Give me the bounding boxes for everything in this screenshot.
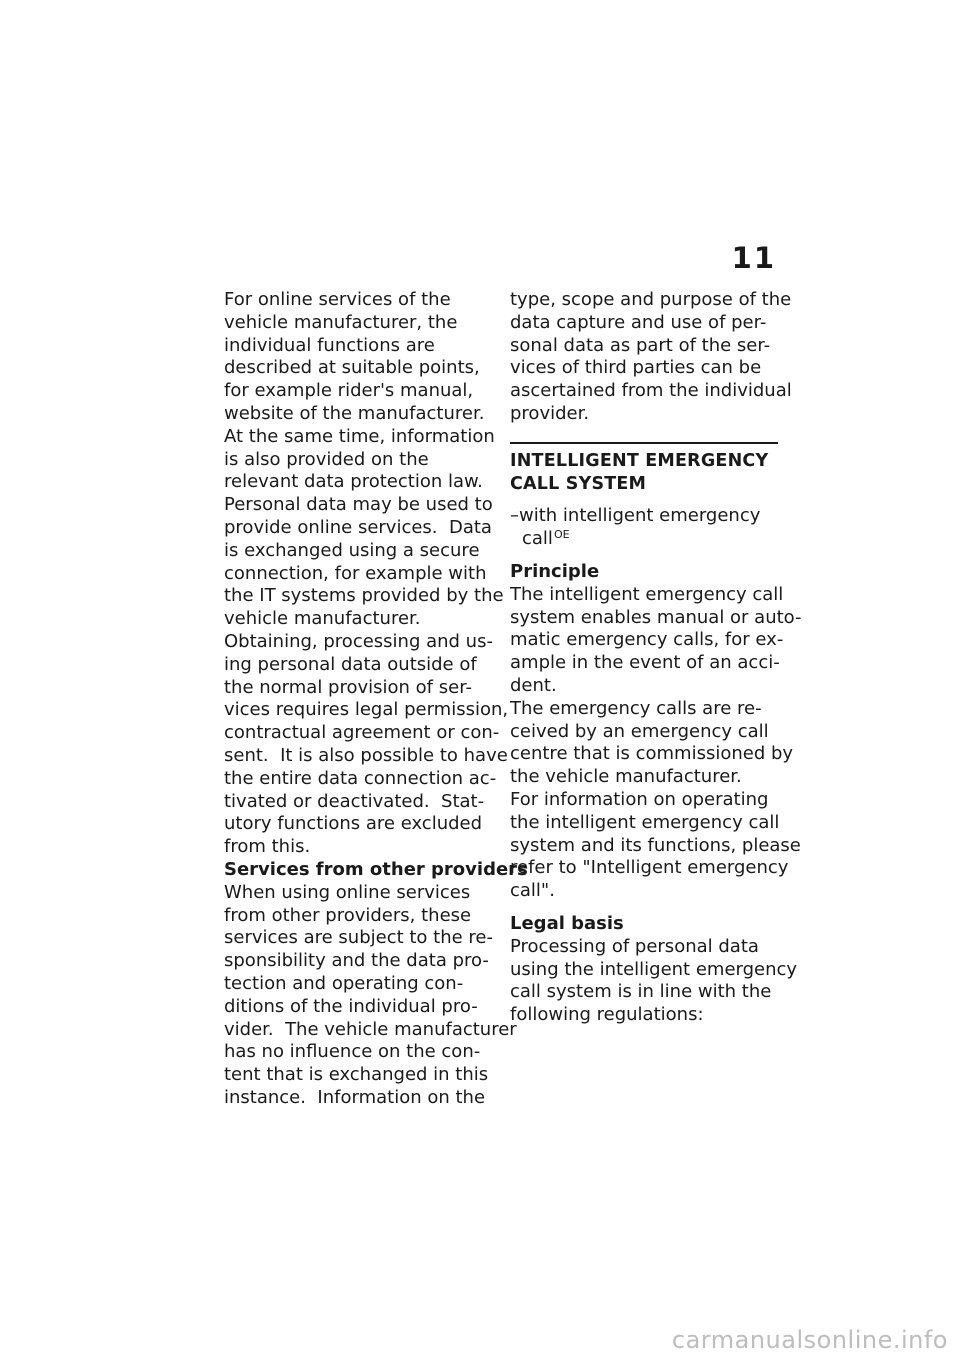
text-line: tivated or deactivated. Stat- [224,790,485,812]
text-line: services are subject to the re- [224,927,493,949]
text-line: the intelligent emergency call [510,811,780,833]
text-line: ditions of the individual pro- [224,995,478,1017]
principle-paragraph [510,583,802,903]
left-column [224,289,528,1110]
text-line: website of the manufacturer. [224,402,485,424]
right-column [510,289,802,1027]
text-line: centre that is commissioned by [510,743,794,765]
legal-basis-subheading: Legal basis [510,912,624,934]
text-line: call system is in line with the [510,981,772,1003]
text-line: vider. The vehicle manufacturer [224,1018,517,1040]
text-line: the entire data connection ac- [224,767,497,789]
text-line: matic emergency calls, for ex- [510,629,784,651]
text-line: individual functions are [224,334,435,356]
text-line: sonal data as part of the ser- [510,334,771,356]
text-line: When using online services [224,881,471,903]
text-line: relevant data protection law. [224,471,483,493]
equipment-note [510,505,782,551]
principle-subheading: Principle [510,560,600,582]
text-line: At the same time, information [224,425,495,447]
text-line: ing personal data outside of [224,653,477,675]
text-line: vices requires legal permission, [224,699,509,721]
text-line: sent. It is also possible to have [224,744,508,766]
text-line: system and its functions, please [510,834,801,856]
text-line: described at suitable points, [224,357,480,379]
watermark: carmanualsonline.info [671,1326,948,1354]
text-line: sponsibility and the data pro- [224,950,489,972]
text-line: has no influence on the con- [224,1041,481,1063]
text-line: from other providers, these [224,904,472,926]
page-number: 11 [731,241,776,275]
text-line: connection, for example with [224,562,487,584]
heading-line: CALL SYSTEM [510,473,647,494]
legal-basis-paragraph [510,935,798,1027]
text-line: The intelligent emergency call [510,583,784,605]
option-code: OE [553,528,570,542]
text-line: For information on operating [510,788,769,810]
emergency-call-heading [510,450,782,496]
text-line: call". [510,880,555,902]
text-line: type, scope and purpose of the [510,289,792,310]
text-line: tection and operating con- [224,972,464,994]
text-line: dent. [510,674,557,696]
text-line: is exchanged using a secure [224,539,480,561]
text-line: refer to "Intelligent emergency [510,857,789,879]
heading-line: INTELLIGENT EMERGENCY [510,450,769,471]
other-providers-paragraph [224,881,517,1110]
third-party-paragraph [510,289,792,426]
text-line: provide online services. Data [224,516,492,538]
text-line: For online services of the [224,289,451,310]
equipment-text: call [522,528,553,550]
text-line: tent that is exchanged in this [224,1064,489,1086]
text-line: vehicle manufacturer. [224,608,421,630]
text-line: from this. [224,836,311,858]
equipment-line: –with intelligent emergency [510,505,761,527]
text-line: ceived by an emergency call [510,720,769,742]
text-line: the normal provision of ser- [224,676,472,698]
text-line: ascertained from the individual [510,380,792,402]
text-line: the vehicle manufacturer. [510,766,742,788]
text-line: data capture and use of per- [510,311,767,333]
text-line: contractual agreement or con- [224,722,500,744]
other-providers-subheading: Services from other providers [224,858,528,880]
text-line: instance. Information on the [224,1086,486,1108]
text-line: Personal data may be used to [224,494,493,516]
text-line: ample in the event of an acci- [510,652,780,674]
text-line: Processing of personal data [510,935,759,957]
text-line: vehicle manufacturer, the [224,311,458,333]
text-line: system enables manual or auto- [510,606,802,628]
text-line: is also provided on the [224,448,429,470]
text-line: vices of third parties can be [510,357,762,379]
online-services-paragraph [224,289,509,859]
text-line: the IT systems provided by the [224,585,504,607]
text-line: utory functions are excluded [224,813,483,835]
section-divider [510,442,778,444]
text-line: provider. [510,402,590,424]
text-line: for example rider's manual, [224,380,474,402]
text-line: using the intelligent emergency [510,958,798,980]
text-line: The emergency calls are re- [510,697,762,719]
equipment-line [510,528,782,551]
text-line: Obtaining, processing and us- [224,630,493,652]
text-line: following regulations: [510,1004,704,1026]
